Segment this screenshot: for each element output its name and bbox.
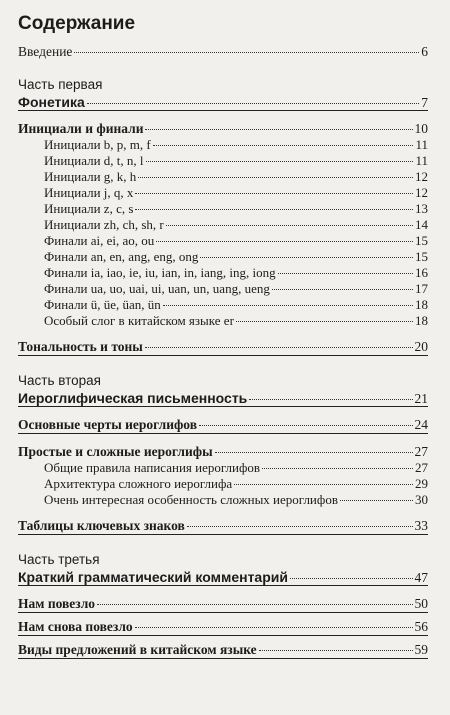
toc-entry-page: 18 bbox=[415, 297, 428, 312]
toc-entry-label: Финали ai, ei, ao, ou bbox=[44, 233, 155, 248]
toc-entry-page: 16 bbox=[415, 265, 428, 280]
dot-leader bbox=[187, 526, 413, 527]
toc-entry-lucky-again[interactable] bbox=[18, 619, 428, 636]
toc-entry-page: 20 bbox=[414, 339, 428, 354]
dot-leader bbox=[200, 257, 413, 258]
toc-entry-main-features[interactable] bbox=[18, 417, 428, 434]
toc-entry-page: 17 bbox=[415, 281, 428, 296]
toc-entry-tones[interactable] bbox=[18, 339, 428, 356]
toc-entry-label: Краткий грамматический комментарий bbox=[18, 569, 288, 585]
dot-leader bbox=[290, 578, 413, 579]
toc-entry-label: Инициали j, q, x bbox=[44, 185, 134, 200]
toc-entry-finals-ua[interactable] bbox=[18, 281, 428, 297]
toc-entry-initials-zhchshr[interactable] bbox=[18, 217, 428, 233]
toc-entry-finals-ia[interactable] bbox=[18, 265, 428, 281]
toc-entry-label: Архитектура сложного иероглифа bbox=[44, 476, 233, 491]
toc-entry-architecture[interactable] bbox=[18, 476, 428, 492]
toc-entry-label: Инициали zh, ch, sh, r bbox=[44, 217, 164, 232]
toc-entry-page: 12 bbox=[415, 185, 428, 200]
toc-entry-phonetics[interactable] bbox=[18, 94, 428, 111]
toc-entry-label: Очень интересная особенность сложных иероглифов bbox=[44, 492, 338, 507]
toc-entry-label: Финали an, en, ang, eng, ong bbox=[44, 249, 199, 264]
toc-entry-page: 11 bbox=[415, 137, 428, 152]
toc-entry-writing-rules[interactable] bbox=[18, 460, 428, 476]
toc-entry-page: 12 bbox=[415, 169, 428, 184]
toc-entry-page: 33 bbox=[414, 518, 428, 533]
toc-entry-finals-an[interactable] bbox=[18, 249, 428, 265]
toc-entry-page: 47 bbox=[414, 570, 428, 585]
toc-title: Содержание bbox=[18, 13, 136, 34]
dot-leader bbox=[145, 129, 412, 130]
dot-leader bbox=[145, 347, 413, 348]
toc-entry-label: Инициали z, c, s bbox=[44, 201, 134, 216]
toc-entry-page: 27 bbox=[415, 460, 428, 475]
toc-entry-label: Инициали g, k, h bbox=[44, 169, 137, 184]
dot-leader bbox=[135, 209, 413, 210]
toc-entry-page: 50 bbox=[414, 596, 428, 611]
dot-leader bbox=[278, 273, 413, 274]
toc-entry-initials-dtnl[interactable] bbox=[18, 153, 428, 169]
dot-leader bbox=[135, 627, 413, 628]
dot-leader bbox=[259, 650, 413, 651]
toc-entry-initials-jqx[interactable] bbox=[18, 185, 428, 201]
toc-entry-interesting-feature[interactable] bbox=[18, 492, 428, 508]
dot-leader bbox=[138, 177, 413, 178]
dot-leader bbox=[199, 425, 412, 426]
toc-entry-page: 29 bbox=[415, 476, 428, 491]
toc-entry-initials-finals[interactable] bbox=[18, 121, 428, 137]
toc-entry-page: 6 bbox=[421, 44, 428, 59]
dot-leader bbox=[249, 399, 412, 400]
dot-leader bbox=[153, 145, 414, 146]
toc-entry-special-syllable-er[interactable] bbox=[18, 313, 428, 329]
toc-entry-finals-ai[interactable] bbox=[18, 233, 428, 249]
toc-entry-hieroglyphic-writing[interactable] bbox=[18, 390, 428, 407]
toc-entry-label: Финали ua, uo, uai, ui, uan, un, uang, ueng bbox=[44, 281, 270, 296]
toc-entry-lucky[interactable] bbox=[18, 596, 428, 613]
dot-leader bbox=[146, 161, 414, 162]
toc-entry-label: Инициали d, t, n, l bbox=[44, 153, 144, 168]
toc-entry-label: Особый слог в китайском языке er bbox=[44, 313, 234, 328]
toc-entry-sentence-types[interactable] bbox=[18, 642, 428, 659]
dot-leader bbox=[340, 500, 413, 501]
dot-leader bbox=[156, 241, 413, 242]
part-heading-2: Часть вторая bbox=[18, 373, 101, 388]
dot-leader bbox=[87, 103, 419, 104]
toc-entry-label: Нам повезло bbox=[18, 596, 96, 611]
dot-leader bbox=[215, 452, 413, 453]
toc-entry-page: 59 bbox=[414, 642, 428, 657]
toc-entry-label: Таблицы ключевых знаков bbox=[18, 518, 185, 533]
toc-entry-label: Основные черты иероглифов bbox=[18, 417, 198, 432]
dot-leader bbox=[97, 604, 412, 605]
dot-leader bbox=[272, 289, 413, 290]
dot-leader bbox=[234, 484, 413, 485]
toc-entry-page: 11 bbox=[415, 153, 428, 168]
toc-entry-page: 10 bbox=[414, 121, 428, 136]
toc-entry-page: 7 bbox=[421, 95, 428, 110]
toc-entry-introduction[interactable] bbox=[18, 44, 428, 60]
dot-leader bbox=[135, 193, 413, 194]
toc-entry-label: Простые и сложные иероглифы bbox=[18, 444, 213, 459]
toc-entry-page: 24 bbox=[414, 417, 428, 432]
toc-entry-page: 15 bbox=[415, 233, 428, 248]
toc-entry-label: Инициали b, p, m, f bbox=[44, 137, 151, 152]
toc-entry-finals-u-umlaut[interactable] bbox=[18, 297, 428, 313]
toc-entry-initials-bpmf[interactable] bbox=[18, 137, 428, 153]
toc-entry-grammar-commentary[interactable] bbox=[18, 569, 428, 586]
toc-entry-label: Общие правила написания иероглифов bbox=[44, 460, 261, 475]
dot-leader bbox=[74, 52, 419, 53]
toc-entry-label: Введение bbox=[18, 44, 73, 59]
toc-entry-page: 21 bbox=[414, 391, 428, 406]
toc-entry-label: Финали ü, üe, üan, ün bbox=[44, 297, 161, 312]
dot-leader bbox=[166, 225, 413, 226]
toc-entry-label: Фонетика bbox=[18, 94, 85, 110]
toc-entry-initials-zcs[interactable] bbox=[18, 201, 428, 217]
part-heading-3: Часть третья bbox=[18, 552, 100, 567]
toc-entry-page: 14 bbox=[415, 217, 428, 232]
toc-entry-initials-gkh[interactable] bbox=[18, 169, 428, 185]
toc-entry-label: Нам снова повезло bbox=[18, 619, 133, 634]
toc-entry-simple-complex[interactable] bbox=[18, 444, 428, 460]
toc-entry-page: 56 bbox=[414, 619, 428, 634]
part-heading-1: Часть первая bbox=[18, 77, 103, 92]
toc-entry-page: 18 bbox=[415, 313, 428, 328]
toc-entry-label: Виды предложений в китайском языке bbox=[18, 642, 257, 657]
dot-leader bbox=[163, 305, 413, 306]
toc-entry-label: Финали ia, iao, ie, iu, ian, in, iang, ing, iong bbox=[44, 265, 276, 280]
toc-entry-key-tables[interactable] bbox=[18, 518, 428, 535]
dot-leader bbox=[236, 321, 413, 322]
dot-leader bbox=[262, 468, 413, 469]
toc-entry-page: 15 bbox=[415, 249, 428, 264]
toc-entry-label: Тональность и тоны bbox=[18, 339, 143, 354]
toc-entry-label: Иероглифическая письменность bbox=[18, 390, 248, 406]
toc-entry-label: Инициали и финали bbox=[18, 121, 144, 136]
toc-entry-page: 30 bbox=[415, 492, 428, 507]
toc-entry-page: 13 bbox=[415, 201, 428, 216]
toc-entry-page: 27 bbox=[414, 444, 428, 459]
